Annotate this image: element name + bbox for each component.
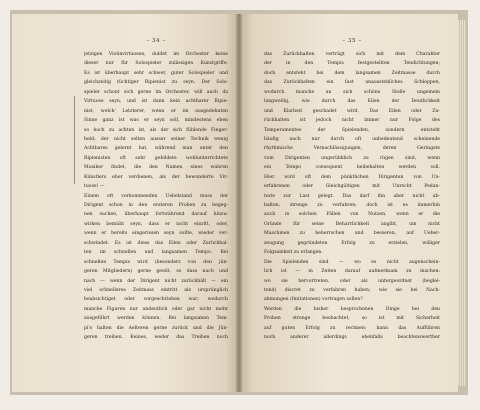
text-line: wenn er bereits eingerissen seyn sollte, wieder ver- <box>84 231 228 237</box>
text-line: rhythmische Vernachlässigungen, deren Geringste <box>264 146 440 152</box>
page-number-right: – 35 – <box>342 38 362 44</box>
text-line: spieler schont sich gerne im Orchester, will auch da <box>84 89 228 95</box>
text-line: noch anderer allerdings ebenfalls beachtenswerther <box>264 335 440 341</box>
text-line: das Zurückhalten ein fast unausstehliches Schleppen, <box>264 80 440 86</box>
text-line: wodurch manche an sich schöne Stelle ungemein <box>264 89 440 95</box>
text-line: schwindet. Es ist diess das Eilen oder Zurückhal- <box>84 240 228 246</box>
text-line: auf guten Erfolg zu rechnen; kann das Aufführen <box>264 325 440 331</box>
left-page <box>12 14 236 392</box>
text-line: Proben strenge beobachtet, so ist mit Sicherheit <box>264 316 440 322</box>
text-line: Sinne ganz ist was er seyn soll, mindestens eben <box>84 118 228 124</box>
text-line: Virtuose seyn, und ist dann kein achtbarer Ripie- <box>84 99 228 105</box>
text-line: häufig auch nur durch oft unbedeutend scheinende <box>264 136 440 142</box>
text-line: nen suchen, überhaupt fortwährend darauf hinzu- <box>84 212 228 218</box>
text-line: dieser nur für Solospieler zulässigen Kunstgriffe. <box>84 61 228 67</box>
text-line: Folgsamkeit zu erlangen. <box>264 250 323 256</box>
text-line: Achtbares gelernt hat, während man unter den <box>84 146 228 152</box>
margin-pencil-mark <box>74 96 75 184</box>
text-line: der in den Tempis festgestellten Tendichtungen; <box>264 61 440 67</box>
text-line: rückhalten ist jedoch nicht immer nur Folge des <box>264 118 440 124</box>
text-line: wirken bemüht seyn, dass er nicht einritt, oder, <box>84 221 228 227</box>
text-line: terie zur Last gelegt. Das darf ihn aber nicht ab- <box>264 193 440 199</box>
text-line: tend) discret zu verfahren haben; wie sie bei Nach- <box>264 287 440 293</box>
text-line: geren Mitgliedern) gerne geeilt, so dass nach und <box>84 269 228 275</box>
text-line: Maschinen zu beherrschen und besseren, auf Ueber- <box>264 231 440 237</box>
text-line: doch entsteht bei dem langsamen Zeitmasse durch <box>264 70 440 76</box>
right-page <box>242 14 458 392</box>
text-line: Einem oft vorkommenden Uebelstand muss der <box>84 193 228 199</box>
text-line: Temperamentes der Spielenden, sondern entsteht <box>264 127 440 133</box>
text-line: Werden die bisher besprochenen Dinge bei den <box>264 306 440 312</box>
text-line: beabsichtiget oder vorgeschrieben war; wodurch <box>84 297 228 303</box>
text-line: jetzigen Violinvirtuosen, duldet im Orchester keine <box>84 52 228 57</box>
text-line: und Klarheit geschadet wird. Das Eilen oder Zu- <box>264 108 440 114</box>
text-line: ten im schnellen und langsamen Tempo. Bei <box>84 250 228 256</box>
text-line: erfahrenen oder Gleichgültigen mit Unrecht Pedan- <box>264 184 440 190</box>
text-line: wo sie hervortreten, oder als untergeordnet (beglei- <box>264 278 440 284</box>
text-line: Musiker findet, die den Namen eines wahren <box>84 165 228 171</box>
text-line: das Zurückhalten verträgt sich mit dem Charakter <box>264 52 440 57</box>
text-line: ahmungen (Imitationen) vortragen sollen? <box>264 297 363 303</box>
open-book <box>10 10 468 395</box>
text-line: Ripienisten oft sehr gebildete wohlunterrichtete <box>84 155 228 161</box>
text-line: auch in solchen Fällen von Nutzen, wenn er die <box>264 212 440 218</box>
text-line: Dirigent schon in den ersteren Proben zu begeg- <box>84 203 228 208</box>
text-line: Es ist überhaupt sehr schwer, guter Solospieler und <box>84 70 228 76</box>
text-line: langweilig, wie durch das Eilen der Deutlichkeit <box>264 99 440 105</box>
text-line: vom Dirigenten ungerübklich zu rügen sind, wenn <box>264 155 440 161</box>
text-line: lich ist — in Zeiten darauf aufmerksam zu machen: <box>264 269 440 275</box>
left-page-text <box>84 50 228 343</box>
text-line: Hier wird oft dem pünktlichen Dirigenten von Un- <box>264 174 440 180</box>
text-line: zeugung gegründeten Erfolg zu erzielen, williger <box>264 240 440 246</box>
text-line: halten, strenge zu verfahren; doch ist es immerhin <box>264 203 440 208</box>
text-line: tuose! — <box>84 184 105 190</box>
text-line: held; der nicht selten ausser seiner Technik wenig <box>84 136 228 142</box>
text-line: manche Figuren nur undeutlich oder gar nicht mehr <box>84 306 228 312</box>
text-line: nach — wenn der Dirigent nicht zurückhält — ein <box>84 278 228 284</box>
right-page-text <box>264 50 440 343</box>
text-line: geren treiben. Keines, weder das Treiben noch <box>84 335 228 341</box>
text-line: viel schnelleres Zeitmass eintritt als ursprünglich <box>84 287 228 293</box>
text-line: nist, welch' Letzterer, wenn er im ausgedehnten <box>84 108 228 114</box>
text-line: Gründe für seine Beharrlichkeit angibt, um nicht <box>264 221 440 227</box>
text-line: Künstlers eher verdienen, als der bewunderte Vir- <box>84 174 228 180</box>
page-edges <box>458 20 466 386</box>
text-line: gleichzeitig tüchtiger Ripienist zu seyn. Der Solo- <box>84 80 228 86</box>
text-line: ausgeführt werden können. Bei langsamen Tem- <box>84 316 228 322</box>
text-line: schnellen Tempis wird (besonders von den jün- <box>84 259 228 265</box>
text-line: ein Tempo consequent beibehalten werden soll. <box>264 165 440 171</box>
text-line: Die Spielenden sind — wo es nicht augenschein- <box>264 259 440 265</box>
text-line: pi's halten die Aelteren gerne zurück und die Jün- <box>84 325 228 331</box>
page-number-left: – 34 – <box>146 38 166 44</box>
text-line: so hoch zu achten ist, als der sich fühlende Finger- <box>84 127 228 133</box>
